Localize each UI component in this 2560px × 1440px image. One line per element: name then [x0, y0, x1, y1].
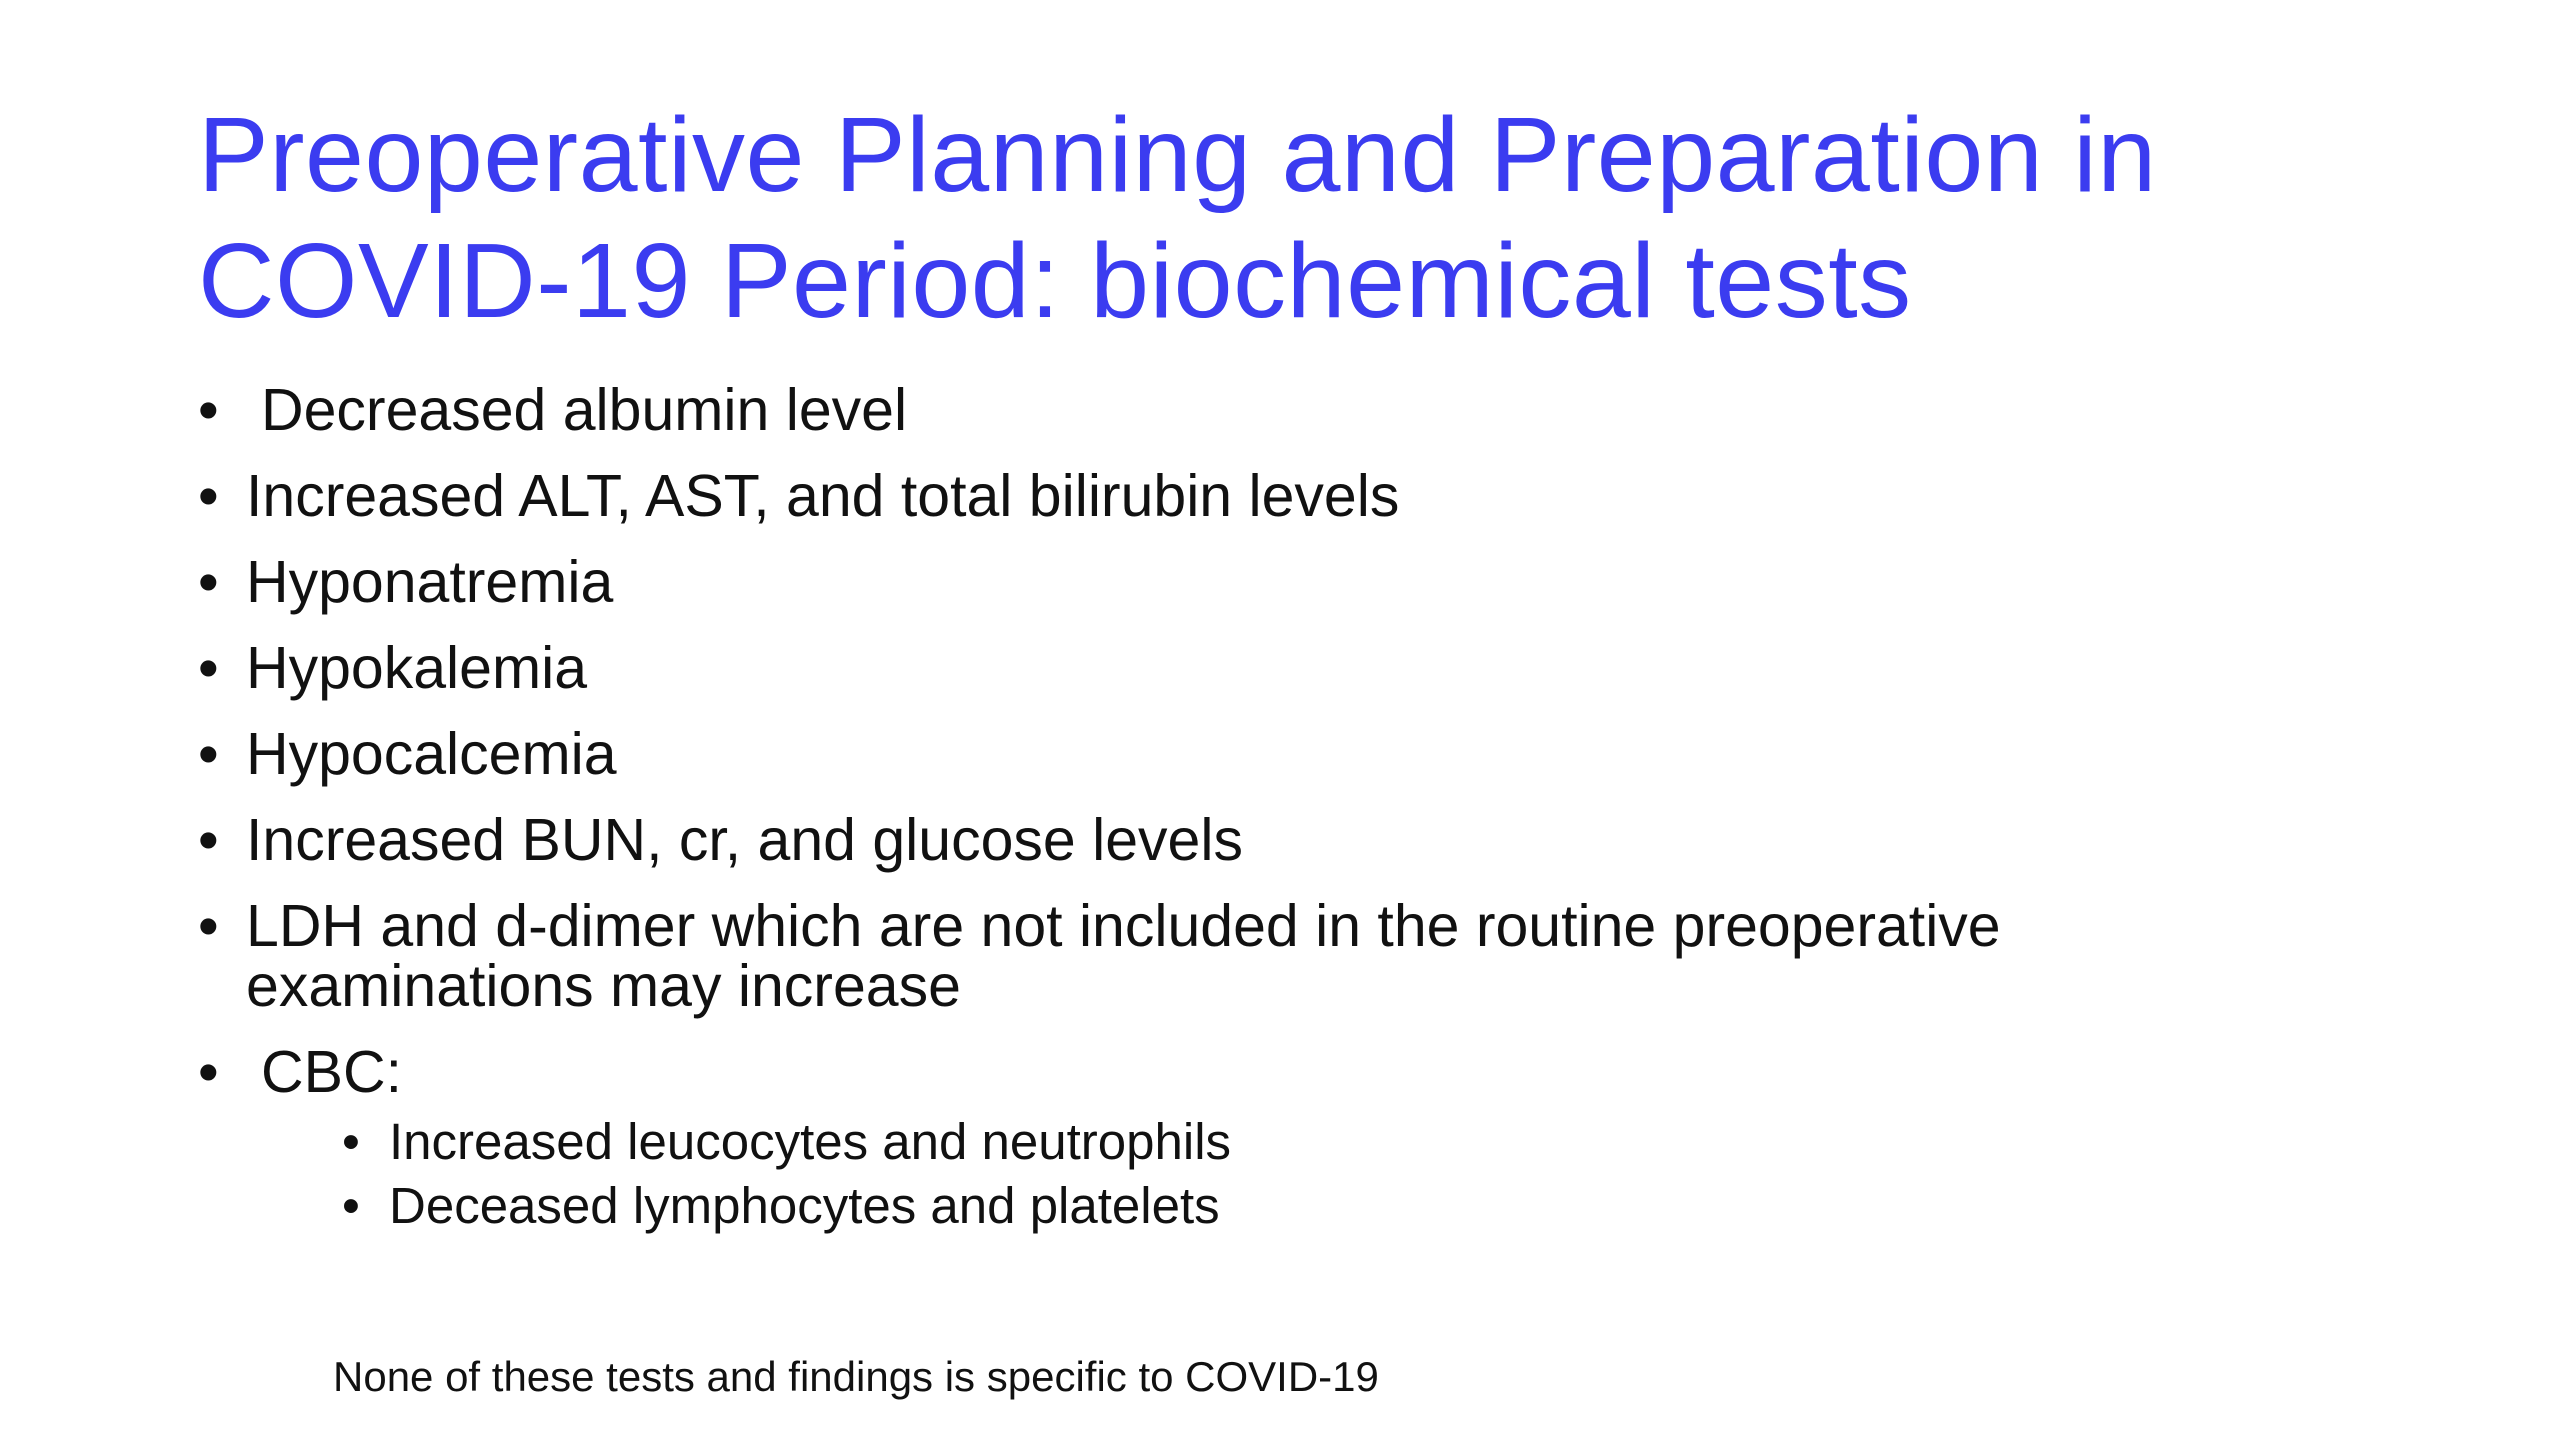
bullet-dot: • — [198, 1039, 219, 1105]
bullet-dot: • — [198, 635, 219, 701]
slide-title-line-1: Preoperative Planning and Preparation in — [198, 96, 2157, 214]
bullet-dot: • — [198, 721, 219, 787]
bullet-dot: • — [198, 463, 219, 529]
sub-bullet-item — [342, 1176, 2398, 1236]
bullet-text: Hypocalcemia — [246, 721, 617, 787]
bullet-text: Hypokalemia — [246, 635, 588, 701]
bullet-text: Hyponatremia — [246, 549, 614, 615]
slide-title-line-2: COVID-19 Period: biochemical tests — [198, 222, 1912, 340]
bullet-item — [198, 807, 2398, 873]
sub-bullet-text: Deceased lymphocytes and platelets — [389, 1177, 1220, 1234]
bullet-item — [198, 463, 2398, 529]
bullet-dot: • — [198, 893, 219, 959]
slide-title — [198, 92, 2298, 344]
bullet-item — [198, 549, 2398, 615]
bullet-text: CBC: — [261, 1039, 402, 1105]
bullet-item-cbc — [198, 1039, 2398, 1236]
bullet-dot: • — [198, 807, 219, 873]
bullet-text: Increased BUN, cr, and glucose levels — [246, 807, 1243, 873]
bullet-list — [198, 377, 2398, 1262]
sub-bullet-item — [342, 1112, 2398, 1172]
bullet-item — [198, 893, 2398, 1019]
sub-bullet-list — [246, 1112, 2398, 1236]
sub-bullet-dot: • — [342, 1177, 360, 1234]
bullet-text: Decreased albumin level — [261, 377, 908, 443]
sub-bullet-text: Increased leucocytes and neutrophils — [389, 1113, 1232, 1170]
bullet-text: Increased ALT, AST, and total bilirubin levels — [246, 463, 1400, 529]
bullet-text: LDH and d-dimer which are not included in the routine preoperative examinations may increase — [246, 893, 2001, 1019]
bullet-item — [198, 377, 2398, 443]
bullet-item — [198, 721, 2398, 787]
sub-bullet-dot: • — [342, 1113, 360, 1170]
bullet-item — [198, 635, 2398, 701]
footer-note: None of these tests and findings is specific to COVID-19 — [333, 1353, 1379, 1400]
bullet-dot: • — [198, 549, 219, 615]
bullet-dot: • — [198, 377, 219, 443]
